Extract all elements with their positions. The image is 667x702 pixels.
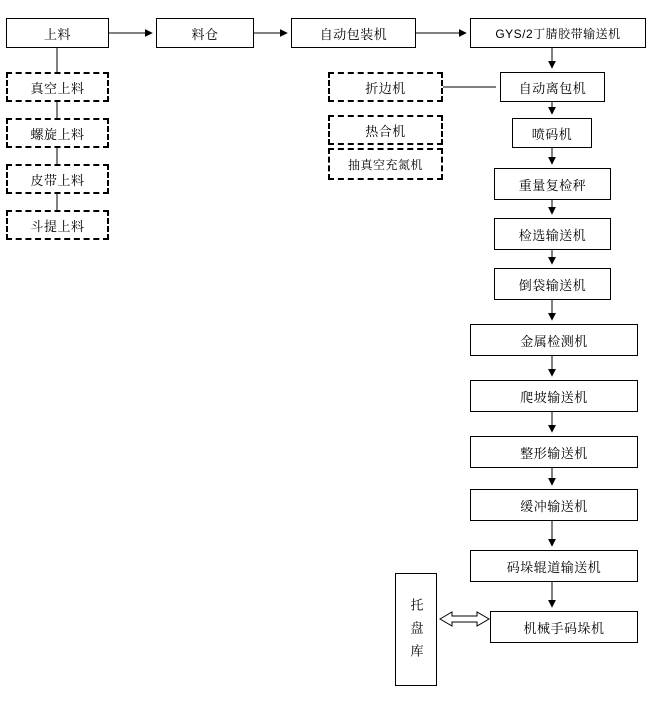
- node-label: 料仓: [191, 26, 219, 42]
- node-auto-bag-separator[interactable]: [500, 72, 605, 102]
- node-climbing-conveyor[interactable]: [470, 380, 638, 412]
- node-belt-feed[interactable]: [6, 164, 109, 194]
- node-label: 折边机: [365, 80, 406, 96]
- node-label: 自动包装机: [319, 26, 388, 42]
- node-label: 真空上料: [30, 80, 85, 96]
- node-label: 整形输送机: [520, 445, 588, 461]
- node-palletizing-roller-conveyor[interactable]: [470, 550, 638, 582]
- node-feeding[interactable]: [6, 18, 109, 48]
- node-heat-sealer[interactable]: [328, 115, 443, 145]
- node-screw-feed[interactable]: [6, 118, 109, 148]
- node-recheck-scale[interactable]: [494, 168, 611, 200]
- node-gys-conveyor[interactable]: [470, 18, 646, 48]
- node-coder[interactable]: [512, 118, 592, 148]
- node-shaping-conveyor[interactable]: [470, 436, 638, 468]
- node-label: 重量复检秤: [518, 177, 587, 193]
- node-bag-dump-conveyor[interactable]: [494, 268, 611, 300]
- node-label: 检选输送机: [518, 227, 587, 243]
- node-label: 缓冲输送机: [520, 498, 588, 514]
- node-label: 倒袋输送机: [518, 277, 587, 293]
- node-label: 爬坡输送机: [520, 389, 588, 405]
- node-label: 螺旋上料: [30, 126, 85, 142]
- node-label: 热合机: [365, 123, 406, 139]
- node-edge-folder[interactable]: [328, 72, 443, 102]
- node-label: 皮带上料: [30, 172, 85, 188]
- node-label: 抽真空充氮机: [347, 157, 423, 172]
- node-label: 上料: [43, 26, 71, 42]
- node-robot-palletizer[interactable]: [490, 611, 638, 643]
- node-vacuum-feed[interactable]: [6, 72, 109, 102]
- node-metal-detector[interactable]: [470, 324, 638, 356]
- connector-palletstore-robot: [440, 612, 489, 626]
- node-label: 自动离包机: [518, 80, 587, 96]
- node-auto-packer[interactable]: [291, 18, 416, 48]
- node-label: 金属检测机: [520, 333, 588, 349]
- node-sorting-conveyor[interactable]: [494, 218, 611, 250]
- node-label: GYS/2丁腈胶带输送机: [495, 26, 621, 41]
- node-vacuum-nitrogen[interactable]: [328, 148, 443, 180]
- node-label: 托盘库: [408, 598, 424, 667]
- node-label: 斗提上料: [30, 218, 85, 234]
- node-label: 机械手码垛机: [523, 620, 605, 636]
- node-pallet-store[interactable]: [395, 573, 437, 686]
- node-silo[interactable]: [156, 18, 254, 48]
- node-buffer-conveyor[interactable]: [470, 489, 638, 521]
- node-label: 喷码机: [531, 126, 573, 142]
- node-label: 码垛辊道输送机: [506, 559, 602, 575]
- node-bucket-feed[interactable]: [6, 210, 109, 240]
